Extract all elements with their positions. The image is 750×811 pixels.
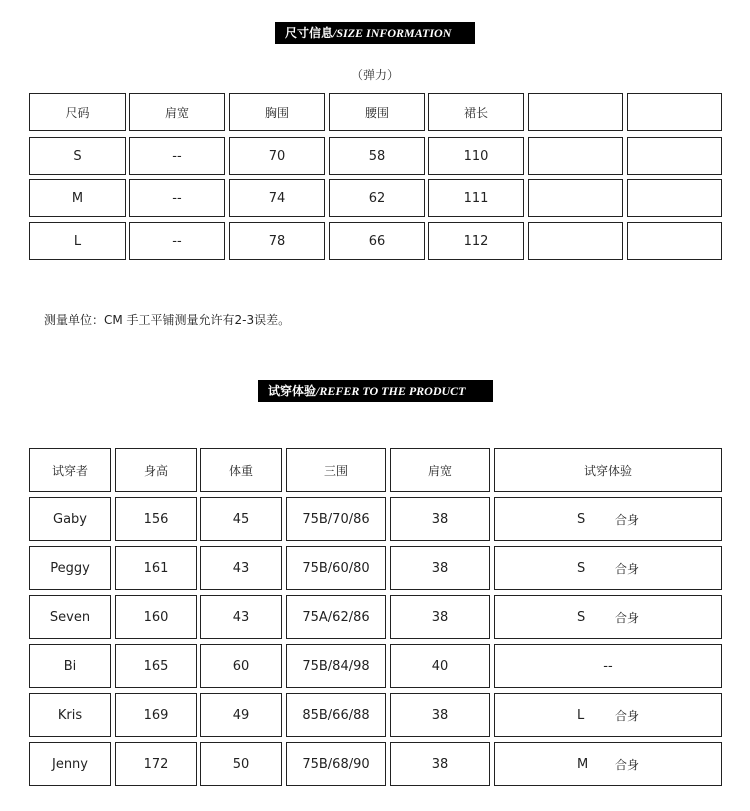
measurement-note: 测量单位：CM 手工平铺测量允许有2-3误差。 xyxy=(44,313,291,327)
size-cell xyxy=(528,137,623,175)
size-cell: 66 xyxy=(329,222,425,260)
fit-size: S xyxy=(576,560,586,576)
size-cell: -- xyxy=(129,179,225,217)
size-cell xyxy=(627,137,722,175)
tryon-measurements-cell: 75A/62/86 xyxy=(286,595,386,639)
tryon-name-cell: Kris xyxy=(29,693,111,737)
fit-result xyxy=(577,707,639,724)
fit-result xyxy=(577,511,639,528)
tryon-name-cell: Peggy xyxy=(29,546,111,590)
size-cell: 110 xyxy=(428,137,524,175)
tryon-height-cell: 160 xyxy=(115,595,197,639)
tryon-measurements-cell: 75B/84/98 xyxy=(286,644,386,688)
tryon-weight-cell: 49 xyxy=(200,693,282,737)
tryon-weight-cell: 43 xyxy=(200,546,282,590)
fit-size: -- xyxy=(603,658,613,674)
tryon-name-cell: Gaby xyxy=(29,497,111,541)
size-header-cell: 胸围 xyxy=(229,93,325,131)
tryon-header-cell: 身高 xyxy=(115,448,197,492)
size-header-cell: 尺码 xyxy=(29,93,126,131)
tryon-header-cell: 试穿体验 xyxy=(494,448,722,492)
tryon-shoulder-cell: 38 xyxy=(390,742,490,786)
tryon-height-cell: 172 xyxy=(115,742,197,786)
tryon-shoulder-cell: 38 xyxy=(390,546,490,590)
elastic-subtitle: （弹力） xyxy=(350,68,399,82)
tryon-fit-cell xyxy=(494,644,722,688)
tryon-weight-cell: 45 xyxy=(200,497,282,541)
tryon-title-en: /REFER TO THE PRODUCT xyxy=(316,384,466,398)
tryon-fit-cell xyxy=(494,595,722,639)
size-cell xyxy=(528,179,623,217)
tryon-title-cn: 试穿体验 xyxy=(268,384,317,398)
tryon-height-cell: 165 xyxy=(115,644,197,688)
tryon-weight-cell: 43 xyxy=(200,595,282,639)
tryon-shoulder-cell: 38 xyxy=(390,693,490,737)
fit-result xyxy=(577,756,639,773)
tryon-shoulder-cell: 38 xyxy=(390,595,490,639)
size-cell: S xyxy=(29,137,126,175)
tryon-header-cell: 体重 xyxy=(200,448,282,492)
tryon-height-cell: 169 xyxy=(115,693,197,737)
fit-verdict: 合身 xyxy=(614,561,639,576)
tryon-measurements-cell: 75B/68/90 xyxy=(286,742,386,786)
size-cell: 111 xyxy=(428,179,524,217)
size-cell: 74 xyxy=(229,179,325,217)
tryon-shoulder-cell: 40 xyxy=(390,644,490,688)
size-cell: 112 xyxy=(428,222,524,260)
fit-result xyxy=(577,609,639,626)
tryon-name-cell: Bi xyxy=(29,644,111,688)
tryon-weight-cell: 50 xyxy=(200,742,282,786)
fit-verdict: 合身 xyxy=(614,610,639,625)
tryon-shoulder-cell: 38 xyxy=(390,497,490,541)
size-header-cell xyxy=(528,93,623,131)
size-cell: M xyxy=(29,179,126,217)
fit-size: S xyxy=(576,511,586,527)
tryon-measurements-cell: 75B/70/86 xyxy=(286,497,386,541)
size-info-banner xyxy=(275,22,475,44)
size-cell xyxy=(627,179,722,217)
tryon-name-cell: Jenny xyxy=(29,742,111,786)
tryon-fit-cell xyxy=(494,742,722,786)
size-info-title-en: /SIZE INFORMATION xyxy=(333,26,452,40)
fit-size: M xyxy=(576,756,589,772)
fit-verdict: 合身 xyxy=(614,757,639,772)
fit-result xyxy=(577,560,639,577)
tryon-height-cell: 161 xyxy=(115,546,197,590)
fit-result xyxy=(603,659,612,674)
tryon-header-cell: 肩宽 xyxy=(390,448,490,492)
tryon-header-cell: 试穿者 xyxy=(29,448,111,492)
tryon-fit-cell xyxy=(494,693,722,737)
size-cell: 78 xyxy=(229,222,325,260)
size-cell: -- xyxy=(129,222,225,260)
fit-size: S xyxy=(576,609,586,625)
tryon-weight-cell: 60 xyxy=(200,644,282,688)
size-header-cell xyxy=(627,93,722,131)
tryon-height-cell: 156 xyxy=(115,497,197,541)
fit-size: L xyxy=(576,707,585,723)
tryon-fit-cell xyxy=(494,546,722,590)
tryon-banner xyxy=(258,380,493,402)
size-header-cell: 肩宽 xyxy=(129,93,225,131)
size-cell xyxy=(627,222,722,260)
size-cell: 62 xyxy=(329,179,425,217)
tryon-fit-cell xyxy=(494,497,722,541)
size-cell: -- xyxy=(129,137,225,175)
tryon-measurements-cell: 75B/60/80 xyxy=(286,546,386,590)
size-header-cell: 裙长 xyxy=(428,93,524,131)
size-cell: 70 xyxy=(229,137,325,175)
size-cell: 58 xyxy=(329,137,425,175)
size-info-title-cn: 尺寸信息 xyxy=(285,26,334,40)
fit-verdict: 合身 xyxy=(614,708,639,723)
size-cell xyxy=(528,222,623,260)
tryon-header-cell: 三围 xyxy=(286,448,386,492)
tryon-measurements-cell: 85B/66/88 xyxy=(286,693,386,737)
tryon-name-cell: Seven xyxy=(29,595,111,639)
size-cell: L xyxy=(29,222,126,260)
size-header-cell: 腰围 xyxy=(329,93,425,131)
fit-verdict: 合身 xyxy=(614,512,639,527)
